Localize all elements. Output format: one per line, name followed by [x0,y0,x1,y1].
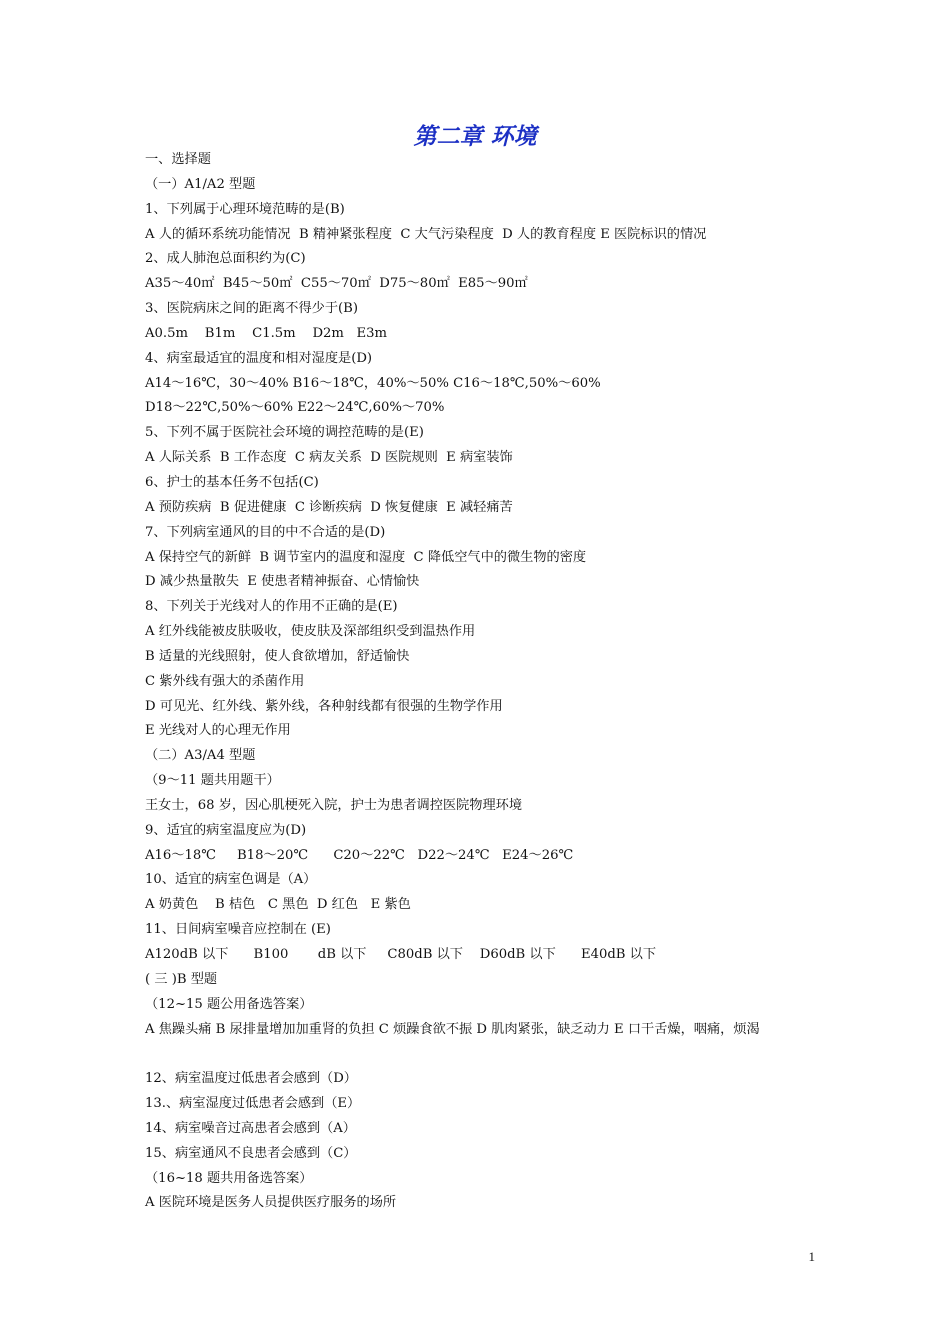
subsection-heading: ( 三 )B 型题 [145,971,218,987]
question-1-options: A 人的循环系统功能情况 B 精神紧张程度 C 大气污染程度 D 人的教育程度 E 医院标识的情况 [145,226,707,242]
question-7-options-b: D 减少热量散失 E 使患者精神振奋、心情愉快 [145,574,420,590]
document-body [145,148,810,1216]
question-3-options: A0.5m B1m C1.5m D2m E3m [145,325,388,341]
question-8-option-b: B 适量的光线照射，使人食欲增加，舒适愉快 [145,648,410,664]
shared-options-note: （12~15 题公用备选答案） [145,996,313,1012]
question-4-options-a: A14～16℃，30～40% B16～18℃，40%～50% C16～18℃,50%～60% [145,375,601,391]
question-14: 14、病室噪音过高患者会感到（A） [145,1120,356,1136]
question-2-options: A35～40㎡ B45～50㎡ C55～70㎡ D75～80㎡ E85～90㎡ [145,276,528,292]
question-9-options: A16～18℃ B18～20℃ C20～22℃ D22～24℃ E24～26℃ [145,847,574,863]
question-7-options-a: A 保持空气的新鲜 B 调节室内的温度和湿度 C 降低空气中的微生物的密度 [145,549,587,565]
question-8-option-e: E 光线对人的心理无作用 [145,723,291,739]
question-5: 5、下列不属于医院社会环境的调控范畴的是(E) [145,425,424,441]
question-11-options: A120dB 以下 B100 dB 以下 C80dB 以下 D60dB 以下 E40dB 以下 [145,947,657,962]
question-10-options: A 奶黄色 B 桔色 C 黑色 D 红色 E 紫色 [145,897,411,913]
question-15: 15、病室通风不良患者会感到（C） [145,1145,357,1161]
question-12: 12、病室温度过低患者会感到（D） [145,1071,357,1087]
question-2: 2、成人肺泡总面积约为(C) [145,251,306,267]
question-6: 6、护士的基本任务不包括(C) [145,474,319,490]
case-stem: 王女士，68 岁，因心肌梗死入院，护士为患者调控医院物理环境 [145,797,523,813]
question-5-options: A 人际关系 B 工作态度 C 病友关系 D 医院规则 E 病室装饰 [145,450,513,466]
question-9: 9、适宜的病室温度应为(D) [145,822,307,838]
subsection-heading: （一）A1/A2 型题 [145,176,256,192]
subsection-heading: （二）A3/A4 型题 [145,748,256,764]
page-number: 1 [808,1249,815,1264]
shared-options-note: （16~18 题共用备选答案） [145,1170,313,1186]
question-3: 3、医院病床之间的距离不得少于(B) [145,301,358,317]
question-4-options-b: D18～22℃,50%～60% E22～24℃,60%～70% [145,400,445,416]
case-group-note: （9～11 题共用题干） [145,773,280,789]
question-13: 13.、病室湿度过低患者会感到（E） [145,1096,361,1112]
shared-option-a: A 医院环境是医务人员提供医疗服务的场所 [145,1195,397,1211]
question-1: 1、下列属于心理环境范畴的是(B) [145,201,345,217]
question-11: 11、日间病室噪音应控制在 (E) [145,922,331,938]
question-6-options: A 预防疾病 B 促进健康 C 诊断疾病 D 恢复健康 E 减轻痛苦 [145,499,513,515]
question-8: 8、下列关于光线对人的作用不正确的是(E) [145,599,398,615]
question-8-option-c: C 紫外线有强大的杀菌作用 [145,673,305,689]
question-7: 7、下列病室通风的目的中不合适的是(D) [145,524,386,540]
shared-options: A 焦躁头痛 B 尿排量增加加重肾的负担 C 烦躁食欲不振 D 肌肉紧张，缺乏动力 E 口干舌燥，咽痛，烦渴 [145,1021,760,1037]
section-heading: 一、选择题 [145,152,211,167]
question-4: 4、病室最适宜的温度和相对湿度是(D) [145,350,373,366]
question-10: 10、适宜的病室色调是（A） [145,872,317,888]
question-8-option-a: A 红外线能被皮肤吸收，使皮肤及深部组织受到温热作用 [145,624,476,640]
chapter-title: 第二章 环境 [413,123,537,150]
question-8-option-d: D 可见光、红外线、紫外线，各种射线都有很强的生物学作用 [145,698,503,714]
